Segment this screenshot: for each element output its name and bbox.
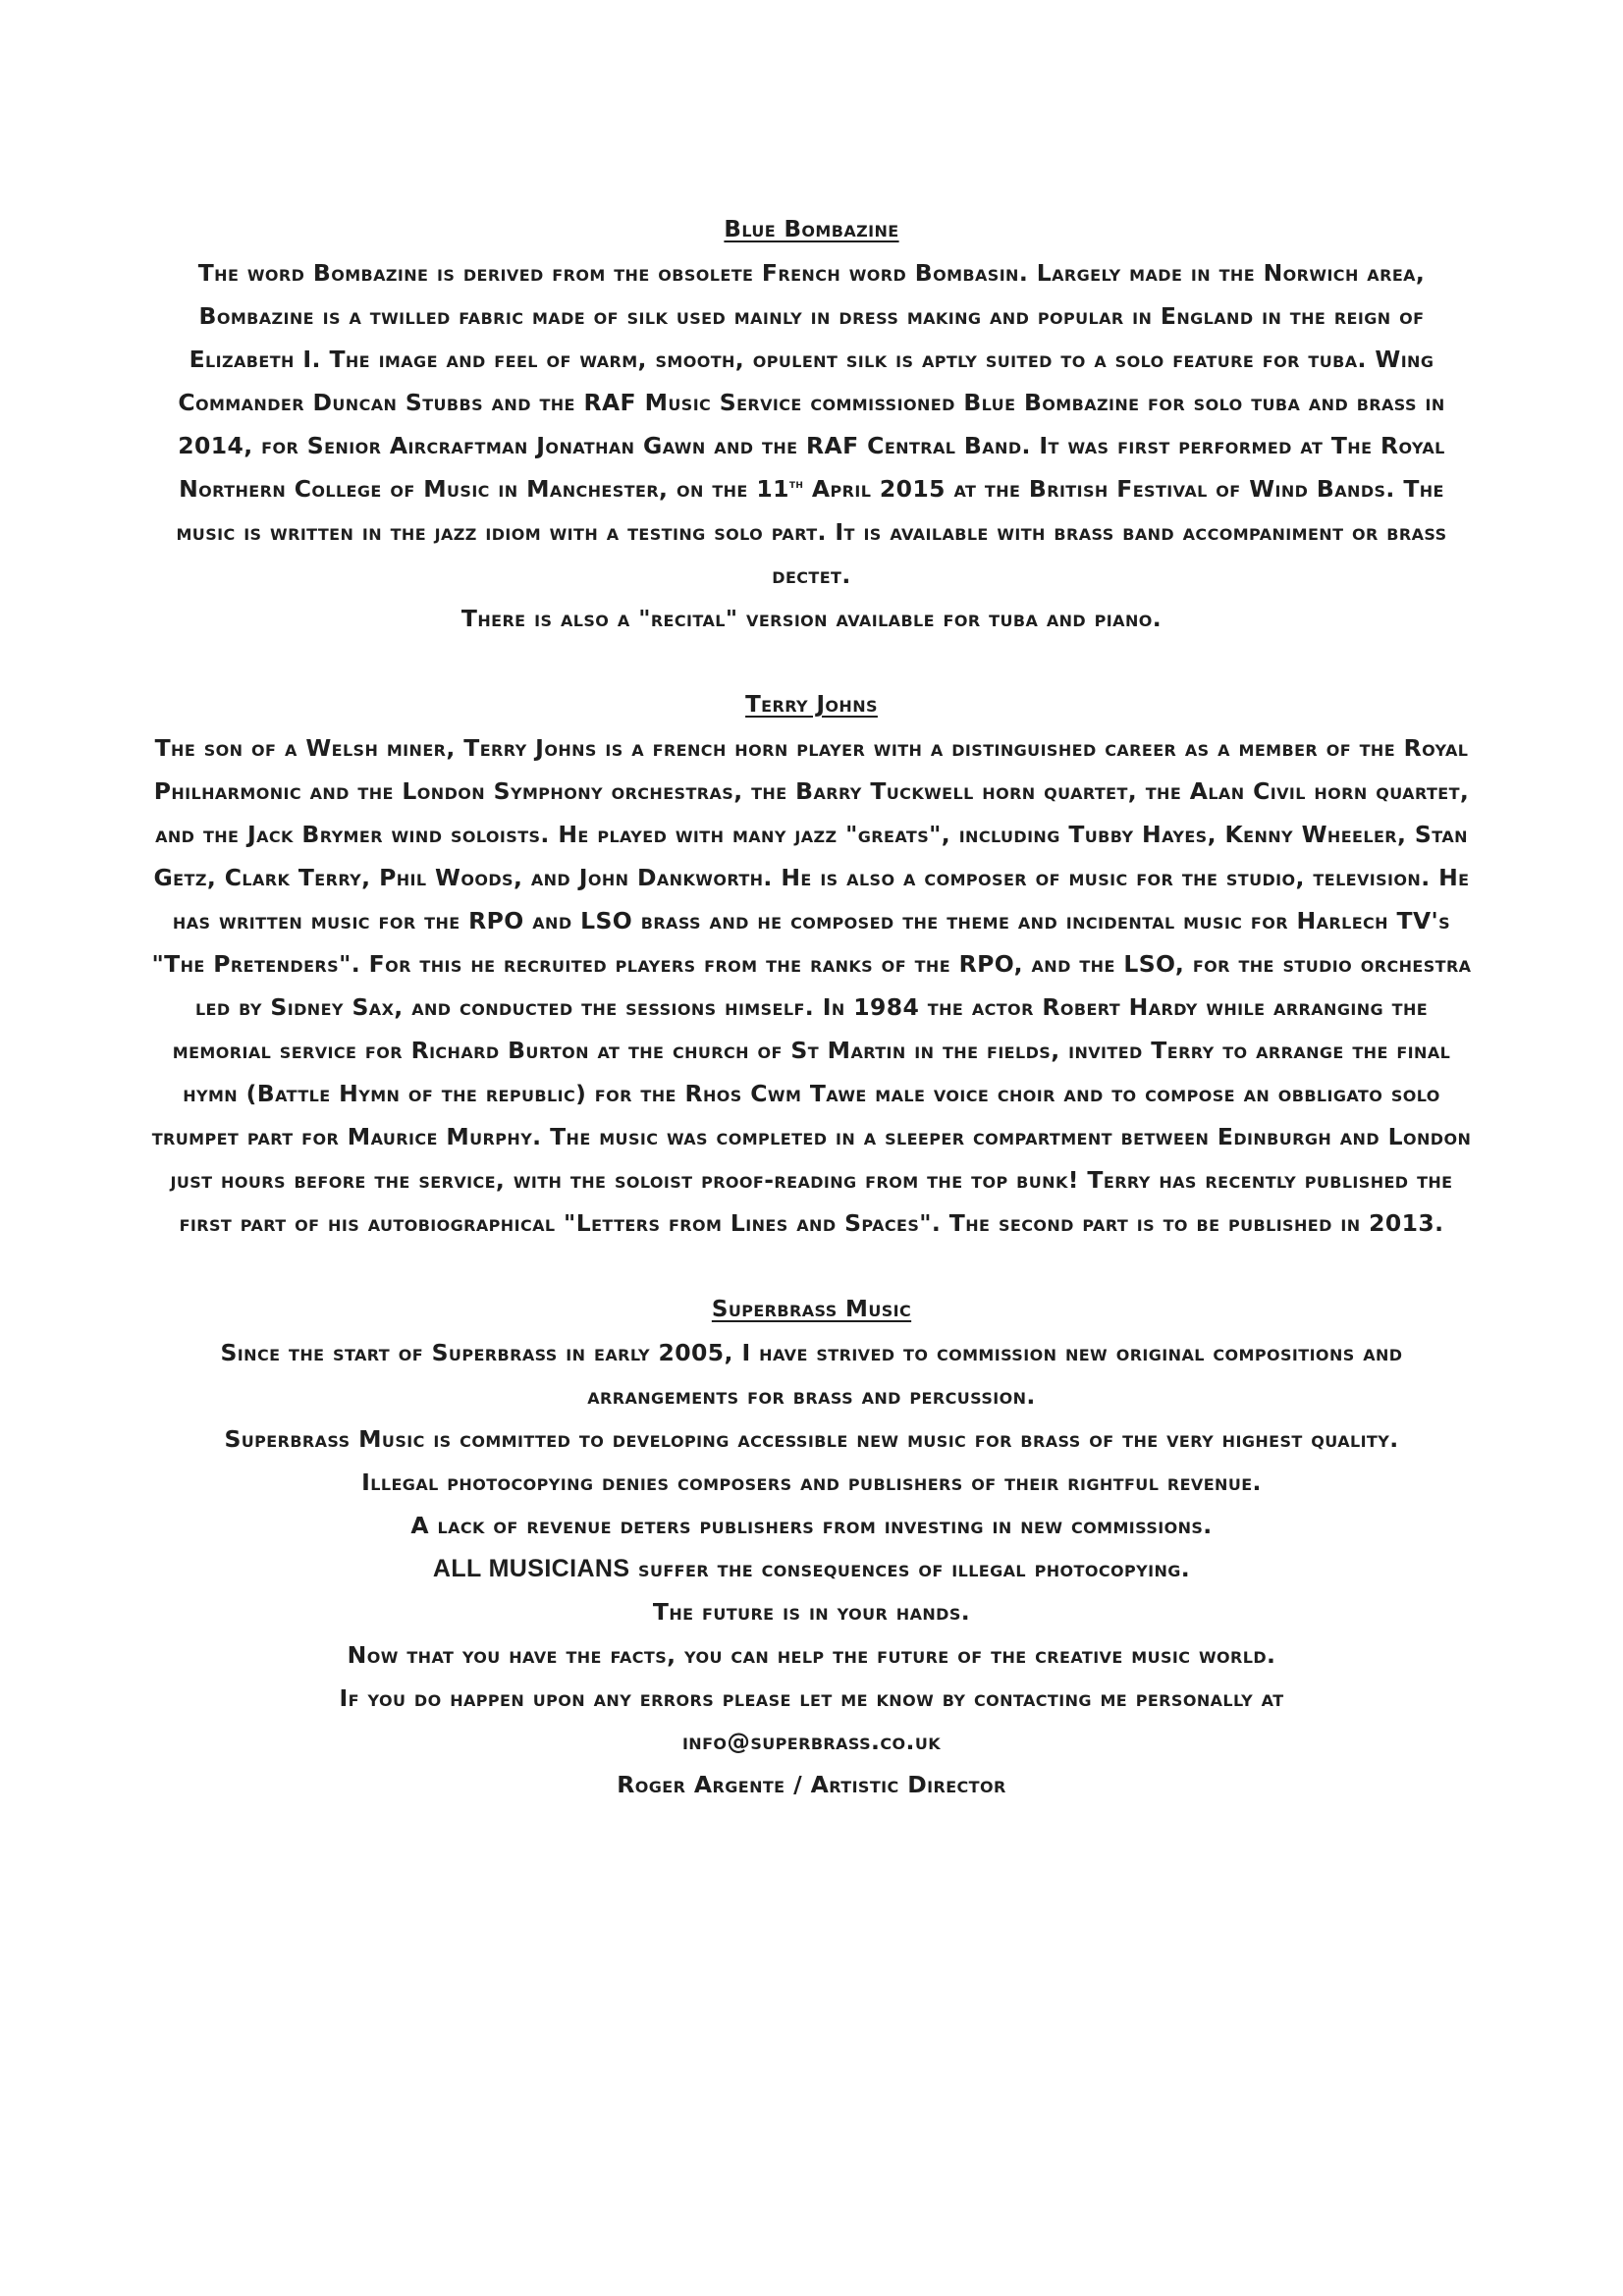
errors-contact-note: If you do happen upon any errors please let me know by contacting me personally at [339,1684,1284,1712]
ordinal-suffix: th [788,477,804,493]
section-blue-bombazine [147,208,1476,640]
superbrass-intro: Since the start of Superbrass in early 2005, I have strived to commission new original compositions and arrangements for brass and percussion. [220,1339,1403,1410]
musicians-consequences [147,1547,1476,1590]
blue-bombazine-text-part-2: April 2015 at the British Festival of Wind Bands. The music is written in the jazz idiom with a testing solo part. It is available with brass band accompaniment or brass dectet. [176,475,1447,589]
facts-statement: Now that you have the facts, you can help the future of the creative music world. [347,1641,1276,1669]
photocopying-warning: Illegal photocopying denies composers and publishers of their rightful revenue. [361,1468,1262,1496]
blue-bombazine-text-part-1: The word Bombazine is derived from the obsolete French word Bombasin. Largely made in the Norwich area, Bombazine is a twilled fabric made of silk used mainly in dress making and popular in England in the reign of Elizabeth I. The image and feel of warm, smooth, opulent silk is aptly suited to a solo feature for tuba. Wing Commander Duncan Stubbs and the RAF Music Service commissioned Blue Bombazine for solo tuba and brass in 2014, for Senior Aircraftman Jonathan Gawn and the RAF Central Band. It was first performed at The Royal Northern College of Music in Manchester, on the 11 [178,259,1445,503]
contact-email: info@superbrass.co.uk [681,1728,942,1755]
terry-johns-biography: The son of a Welsh miner, Terry Johns is a french horn player with a distinguished career as a member of the Royal Philharmonic and the London Symphony orchestras, the Barry Tuckwell horn quartet, the Alan Civil horn quartet, and the Jack Brymer wind soloists. He played with many jazz "greats", including Tubby Hayes, Kenny Wheeler, Stan Getz, Clark Terry, Phil Woods, and John Dankworth. He is also a composer of music for the studio, television. He has written music for the RPO and LSO brass and he composed the theme and incidental music for Harlech TV's "The Pretenders". For this he recruited players from the ranks of the RPO, and the LSO, for the studio orchestra led by Sidney Sax, and conducted the sessions himself. In 1984 the actor Robert Hardy while arranging the memorial service for Richard Burton at the church of St Martin in the fields, invited Terry to arrange the final hymn (Battle Hymn of the republic) for the Rhos Cwm Tawe male voice choir and to compose an obbligato solo trumpet part for Maurice Murphy. The music was completed in a sleeper compartment between Edinburgh and London just hours before the service, with the soloist proof-reading from the top bunk! Terry has recently published the first part of his autobiographical "Letters from Lines and Spaces". The second part is to be published in 2013. [151,734,1472,1237]
signature: Roger Argente / Artistic Director [617,1771,1006,1798]
section-spacer [147,640,1476,683]
revenue-warning: A lack of revenue deters publishers from investing in new commissions. [410,1512,1213,1539]
all-musicians-emphasis: ALL MUSICIANS [432,1555,630,1582]
section-superbrass-music [147,1288,1476,1806]
blue-bombazine-description [147,251,1476,597]
section-title-superbrass-music: Superbrass Music [711,1297,912,1322]
section-terry-johns [147,683,1476,1245]
section-spacer [147,1245,1476,1288]
section-title-terry-johns: Terry Johns [745,692,878,718]
musicians-consequences-text: suffer the consequences of illegal photocopying. [629,1555,1191,1582]
section-title-blue-bombazine: Blue Bombazine [724,217,899,242]
superbrass-commitment: Superbrass Music is committed to developing accessible new music for brass of the very highest quality. [224,1425,1399,1453]
blue-bombazine-recital-note: There is also a "recital" version available for tuba and piano. [460,605,1163,632]
future-statement: The future is in your hands. [652,1598,971,1626]
